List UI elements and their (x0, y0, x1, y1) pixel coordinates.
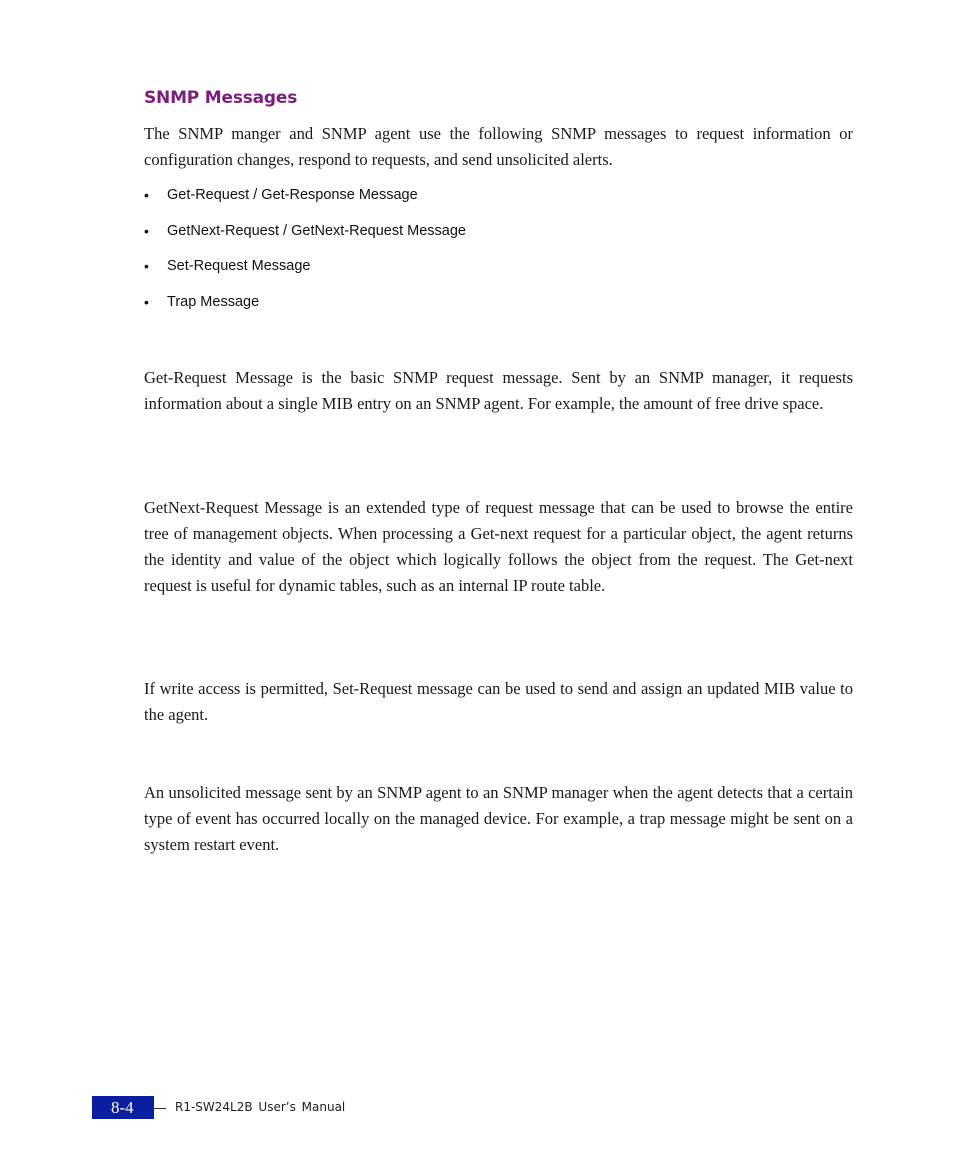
list-item-label: Set-Request Message (167, 258, 311, 274)
bullet-icon: • (144, 258, 149, 274)
section-heading: SNMP Messages (144, 88, 298, 108)
footer-divider (154, 1108, 166, 1109)
list-item (144, 292, 466, 328)
bullet-icon: • (144, 293, 149, 310)
get-request-paragraph: Get-Request Message is the basic SNMP request message. Sent by an SNMP manager, it requests information about a single MIB entry on an SNMP agent. For example, the amount of free drive space. (144, 368, 853, 413)
list-item-label: Get-Request / Get-Response Message (167, 187, 418, 203)
list-item (144, 221, 466, 257)
list-item-label: Trap Message (167, 293, 260, 310)
set-request-paragraph: If write access is permitted, Set-Request message can be used to send and assign an updated MIB value to the agent. (144, 679, 853, 724)
bullet-icon: • (144, 187, 149, 203)
list-item (144, 256, 466, 292)
trap-paragraph: An unsolicited message sent by an SNMP agent to an SNMP manager when the agent detects that a certain type of event has occurred locally on the managed device. For example, a trap message might be sent on a system restart event. (144, 783, 853, 854)
intro-paragraph: The SNMP manger and SNMP agent use the following SNMP messages to request information or configuration changes, respond to requests, and send unsolicited alerts. (144, 124, 853, 169)
footer-manual-title: R1-SW24L2B User’s Manual (175, 1100, 346, 1114)
getnext-request-paragraph: GetNext-Request Message is an extended type of request message that can be used to browse the entire tree of management objects. When processing a Get-next request for a particular object, the agent returns the identity and value of the object which logically follows the object from the request. The Get-next request is useful for dynamic tables, such as an internal IP route table. (144, 498, 853, 595)
list-item-label: GetNext-Request / GetNext-Request Message (167, 222, 466, 239)
bullet-icon: • (144, 222, 149, 239)
page-number: 8-4 (92, 1096, 154, 1119)
list-item (144, 185, 466, 221)
message-list (144, 185, 466, 327)
